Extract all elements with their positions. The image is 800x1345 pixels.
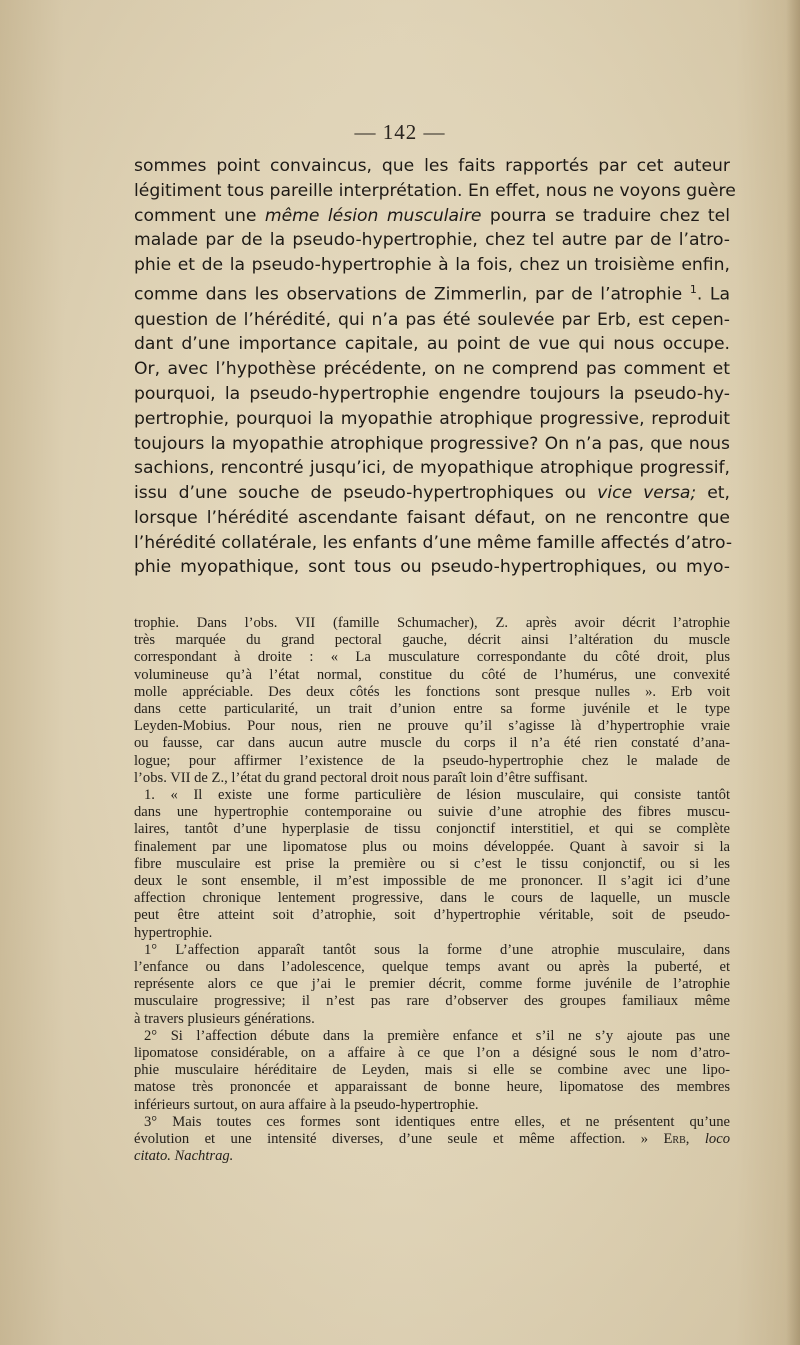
text-line: comment une même lésion musculaire pourra se traduire chez tel — [134, 205, 730, 226]
footnote-line: 1° L’affection apparaît tantôt sous la forme d’une atrophie musculaire, dans — [144, 941, 730, 958]
footnote-line: à travers plusieurs générations. — [134, 1010, 315, 1027]
footnote-line: laires, tantôt d’une hyperplasie de tissu conjonctif interstitiel, et qui se complète — [134, 821, 730, 838]
footnote-line: dans cette particularité, un trait d’union entre sa forme juvénile et le type — [134, 701, 730, 718]
footnote-line: l’obs. VII de Z., l’état du grand pectoral droit nous paraît loin d’être suffisant. — [134, 769, 588, 786]
text-line: malade par de la pseudo-hypertrophie, chez tel autre par de l’atro- — [134, 230, 730, 251]
footnote-line: trophie. Dans l’obs. VII (famille Schumacher), Z. après avoir décrit l’atrophie — [134, 615, 730, 631]
text-line: Or, avec l’hypothèse précédente, on ne comprend pas comment et — [134, 359, 730, 380]
footnote-line: hypertrophie. — [134, 924, 213, 941]
text-line: sachions, rencontré jusqu’ici, de myopathique atrophique progressif, — [134, 458, 730, 479]
text-line: sommes point convaincus, que les faits rapportés par cet auteur — [134, 156, 730, 176]
footnote-line: volumineuse qu’à l’état normal, constitue du côté de l’humérus, une convexité — [134, 666, 730, 683]
footnote-line: affection chronique lentement progressive, dans le cours de laquelle, un muscle — [134, 890, 730, 907]
footnote-line: dans une hypertrophie contemporaine ou suivie d’une atrophie des fibres muscu- — [134, 804, 730, 821]
page-number: — 142 — — [354, 120, 446, 144]
text-line: dant d’une importance capitale, au point de vue qui nous occupe. — [134, 334, 730, 355]
footnote-line: logue; pour affirmer l’existence de la pseudo-hypertrophie chez le malade de — [134, 752, 730, 769]
footnote-line: Leyden-Mobius. Pour nous, rien ne prouve qu’il s’agisse là d’hypertrophie vraie — [134, 718, 730, 735]
text-line: question de l’hérédité, qui n’a pas été soulevée par Erb, est cepen- — [134, 309, 730, 330]
footnote-line: phie musculaire héréditaire de Leyden, mais si elle se combine avec une lipo- — [134, 1062, 730, 1079]
text-line: l’hérédité collatérale, les enfants d’une même famille affectés d’atro- — [134, 532, 733, 553]
footnote-line: représente alors ce que j’ai le premier décrit, comme forme juvénile de l’atrophie — [134, 976, 730, 993]
footnote-line: très marquée du grand pectoral gauche, décrit ainsi l’altération du muscle — [134, 632, 730, 649]
footnote-line: matose très prononcée et apparaissant de bonne heure, lipomatose des membres — [134, 1079, 730, 1096]
text-line: pertrophie, pourquoi la myopathie atrophique progressive, reproduit — [134, 408, 730, 429]
footnote-line: 3° Mais toutes ces formes sont identiques entre elles, et ne présentent qu’une — [144, 1113, 730, 1130]
citation-italic: loco — [704, 1131, 730, 1148]
text-line: légitiment tous pareille interprétation. En effet, nous ne voyons guère — [134, 180, 736, 201]
footnote-line: deux le sont ensemble, il m’est impossible de me prononcer. Il s’agit ici d’une — [134, 873, 730, 890]
footnote-line: molle appréciable. Des deux côtés les fonctions sont presque nulles ». Erb voit — [134, 683, 730, 700]
footnote-marker: 1 — [689, 282, 697, 296]
footnote-line: musculaire progressive; il n’est pas rare d’observer des groupes familiaux même — [134, 993, 730, 1010]
footnote-line — [134, 1148, 730, 1165]
italic-phrase: vice versa; — [597, 483, 697, 504]
text-line: issu d’une souche de pseudo-hypertrophiques ou vice versa; et, — [134, 483, 731, 504]
footnote-line: peut être atteint soit d’atrophie, soit d’hypertrophie véritable, soit de pseudo- — [134, 907, 730, 924]
footnotes-block — [134, 615, 730, 1166]
citation-italic: citato. Nachtrag. — [134, 1148, 234, 1165]
footnote-line: ou fausse, car dans aucun autre muscle du corps il n’a été rien constaté d’ana- — [134, 735, 730, 752]
text-line: toujours la myopathie atrophique progressive? On n’a pas, que nous — [134, 433, 730, 454]
italic-phrase: même lésion musculaire — [264, 205, 482, 226]
text-line: phie et de la pseudo-hypertrophie à la fois, chez un troisième enfin, — [134, 255, 730, 276]
text-line: pourquoi, la pseudo-hypertrophie engendre toujours la pseudo-hy- — [134, 383, 730, 404]
footnote-line: fibre musculaire est prise la première ou si c’est le tissu conjonctif, ou si les — [134, 855, 730, 872]
page-edge-shadow — [786, 0, 800, 1345]
footnote-line: correspondant à droite : « La musculature correspondante du côté droit, plus — [134, 649, 730, 666]
text-line: lorsque l’hérédité ascendante faisant défaut, on ne rencontre que — [134, 507, 730, 528]
main-text-block — [134, 154, 736, 580]
footnote-line: évolution et une intensité diverses, d’une seule et même affection. » Erb, loco — [134, 1131, 730, 1148]
author-name: Erb, — [663, 1131, 690, 1148]
footnote-line: 1. « Il existe une forme particulière de lésion musculaire, qui consiste tantôt — [144, 787, 730, 804]
footnote-line: inférieurs surtout, on aura affaire à la pseudo-hypertrophie. — [134, 1096, 479, 1113]
text-line: comme dans les observations de Zimmerlin, par de l’atrophie $^1$. La — [134, 282, 731, 305]
footnote-line: 2° Si l’affection débute dans la première enfance et s’il ne s’y ajoute pas une — [144, 1027, 730, 1044]
footnote-line: l’enfance ou dans l’adolescence, quelque temps avant ou après la puberté, et — [134, 959, 730, 976]
footnote-line: lipomatose considérable, on a affaire à ce que l’on a désigné sous le nom d’atro- — [134, 1045, 730, 1062]
text-line: phie myopathique, sont tous ou pseudo-hypertrophiques, ou myo- — [134, 557, 730, 578]
footnote-line: finalement par une lipomatose plus ou moins développée. Quant à savoir si la — [134, 838, 730, 855]
